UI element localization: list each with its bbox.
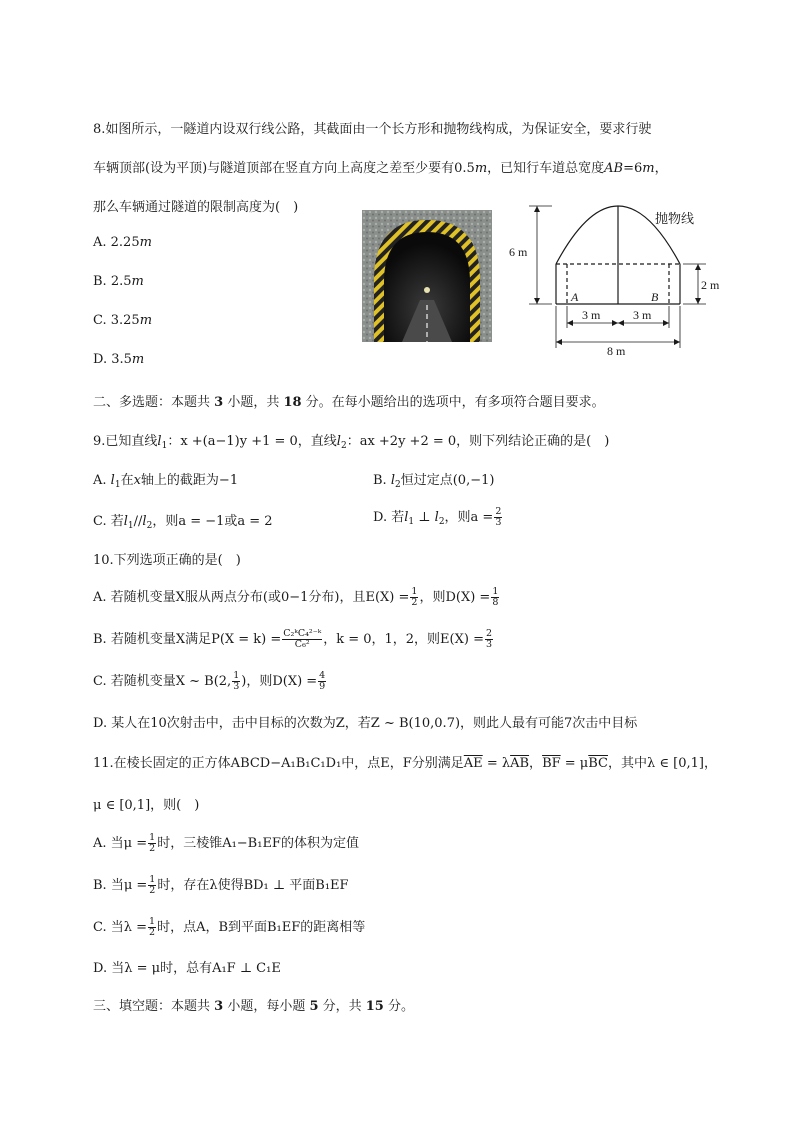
- q8-option-b: B. 2.5m: [93, 274, 144, 289]
- q9-option-b: B. $l_2$恒过定点(0,−1): [373, 473, 495, 490]
- tunnel-diagram: [503, 192, 738, 360]
- q9-stem: 9.已知直线$l_1$：x +(a−1)y +1 = 0，直线$l_2$：ax +2y +2 = 0，则下列结论正确的是( ): [93, 434, 610, 451]
- point-a-label: A: [571, 290, 579, 304]
- q8-text: ，: [654, 161, 668, 176]
- q8-unit: m: [474, 161, 488, 176]
- q8-stem-line2: [93, 157, 668, 176]
- q8-stem-line3: 那么车辆通过隧道的限制高度为( ): [93, 200, 299, 215]
- tunnel-photo: [362, 210, 492, 342]
- q11-stem-line1: 11.在棱长固定的正方体ABCD−A₁B₁C₁D₁中，点E，F分别满足$\overline{AE} = \lambda\overline{AB}$，$\overline{BF} = \mu\overline{BC}$，其中λ ∈ [0,1]，: [93, 756, 717, 771]
- point-b-label: B: [651, 290, 659, 304]
- q8-option-d: D. 3.5m: [93, 352, 145, 367]
- q9-option-c: C. 若$l_1//l_2$，则a = −1或a = 2: [93, 514, 273, 531]
- q8-text: ，已知行车道总宽度: [487, 161, 605, 176]
- q8-unit: m: [642, 161, 655, 176]
- q11-option-a: A. 当μ = $\frac{1}{2}$ 时，三棱锥A₁−B₁EF的体积为定值: [93, 832, 359, 854]
- q8-option-a: A. 2.25m: [93, 235, 152, 250]
- q8-option-c: C. 3.25m: [93, 313, 153, 328]
- label-8m: 8 m: [607, 344, 626, 358]
- q8-text: 车辆顶部(设为平顶)与隧道顶部在竖直方向上高度之差至少要有0.5: [93, 161, 475, 176]
- q9-option-a: A. $l_1$在x轴上的截距为−1: [93, 473, 239, 490]
- q9-option-d: D. 若$l_1$ ⊥ $l_2$，则a = $\frac{2}{3}$: [373, 506, 502, 528]
- section-3-header: 三、填空题：本题共 3 小题，每小题 5 分，共 15 分。: [93, 999, 414, 1014]
- label-2m: 2 m: [701, 278, 720, 292]
- q8-ab: AB: [604, 161, 624, 176]
- q11-option-b: B. 当μ = $\frac{1}{2}$ 时，存在λ使得BD₁ ⊥ 平面B₁EF: [93, 874, 349, 896]
- label-3m-right: 3 m: [633, 308, 652, 322]
- q8-text: =6: [623, 161, 643, 176]
- section-2-header: 二、多选题：本题共 3 小题，共 18 分。在每小题给出的选项中，有多项符合题目要求。: [93, 395, 605, 410]
- q10-option-d: D. 某人在10次射击中，击中目标的次数为Z，若Z ~ B(10,0.7)，则此人最有可能7次击中目标: [93, 716, 638, 731]
- q10-option-b: B. 若随机变量X满足P(X = k) = $\frac{\text{C₂ᵏC₄²⁻ᵏ}}{\text{C₆²}}$ ，k = 0，1，2，则E(X) = $\frac{2}{3}$: [93, 628, 493, 650]
- q10-option-c: C. 若随机变量X ~ B(2, $\frac{1}{3}$ )，则D(X) = $\frac{4}{9}$: [93, 670, 326, 692]
- q8-stem-line1: 8.如图所示，一隧道内设双行线公路，其截面由一个长方形和抛物线构成，为保证安全，要求行驶: [93, 122, 652, 137]
- q11-option-d: D. 当λ = μ时，总有A₁F ⊥ C₁E: [93, 961, 281, 976]
- label-6m: 6 m: [509, 245, 528, 259]
- q10-stem: 10.下列选项正确的是( ): [93, 553, 241, 568]
- q10-option-a: A. 若随机变量X服从两点分布(或0−1分布)，且E(X) = $\frac{1}{2}$ ，则D(X) = $\frac{1}{8}$: [93, 586, 499, 608]
- label-3m-left: 3 m: [582, 308, 601, 322]
- q11-option-c: C. 当λ = $\frac{1}{2}$ 时，点A，B到平面B₁EF的距离相等: [93, 916, 366, 938]
- q11-stem-line2: μ ∈ [0,1]，则( ): [93, 798, 200, 813]
- parabola-label: 抛物线: [655, 212, 695, 227]
